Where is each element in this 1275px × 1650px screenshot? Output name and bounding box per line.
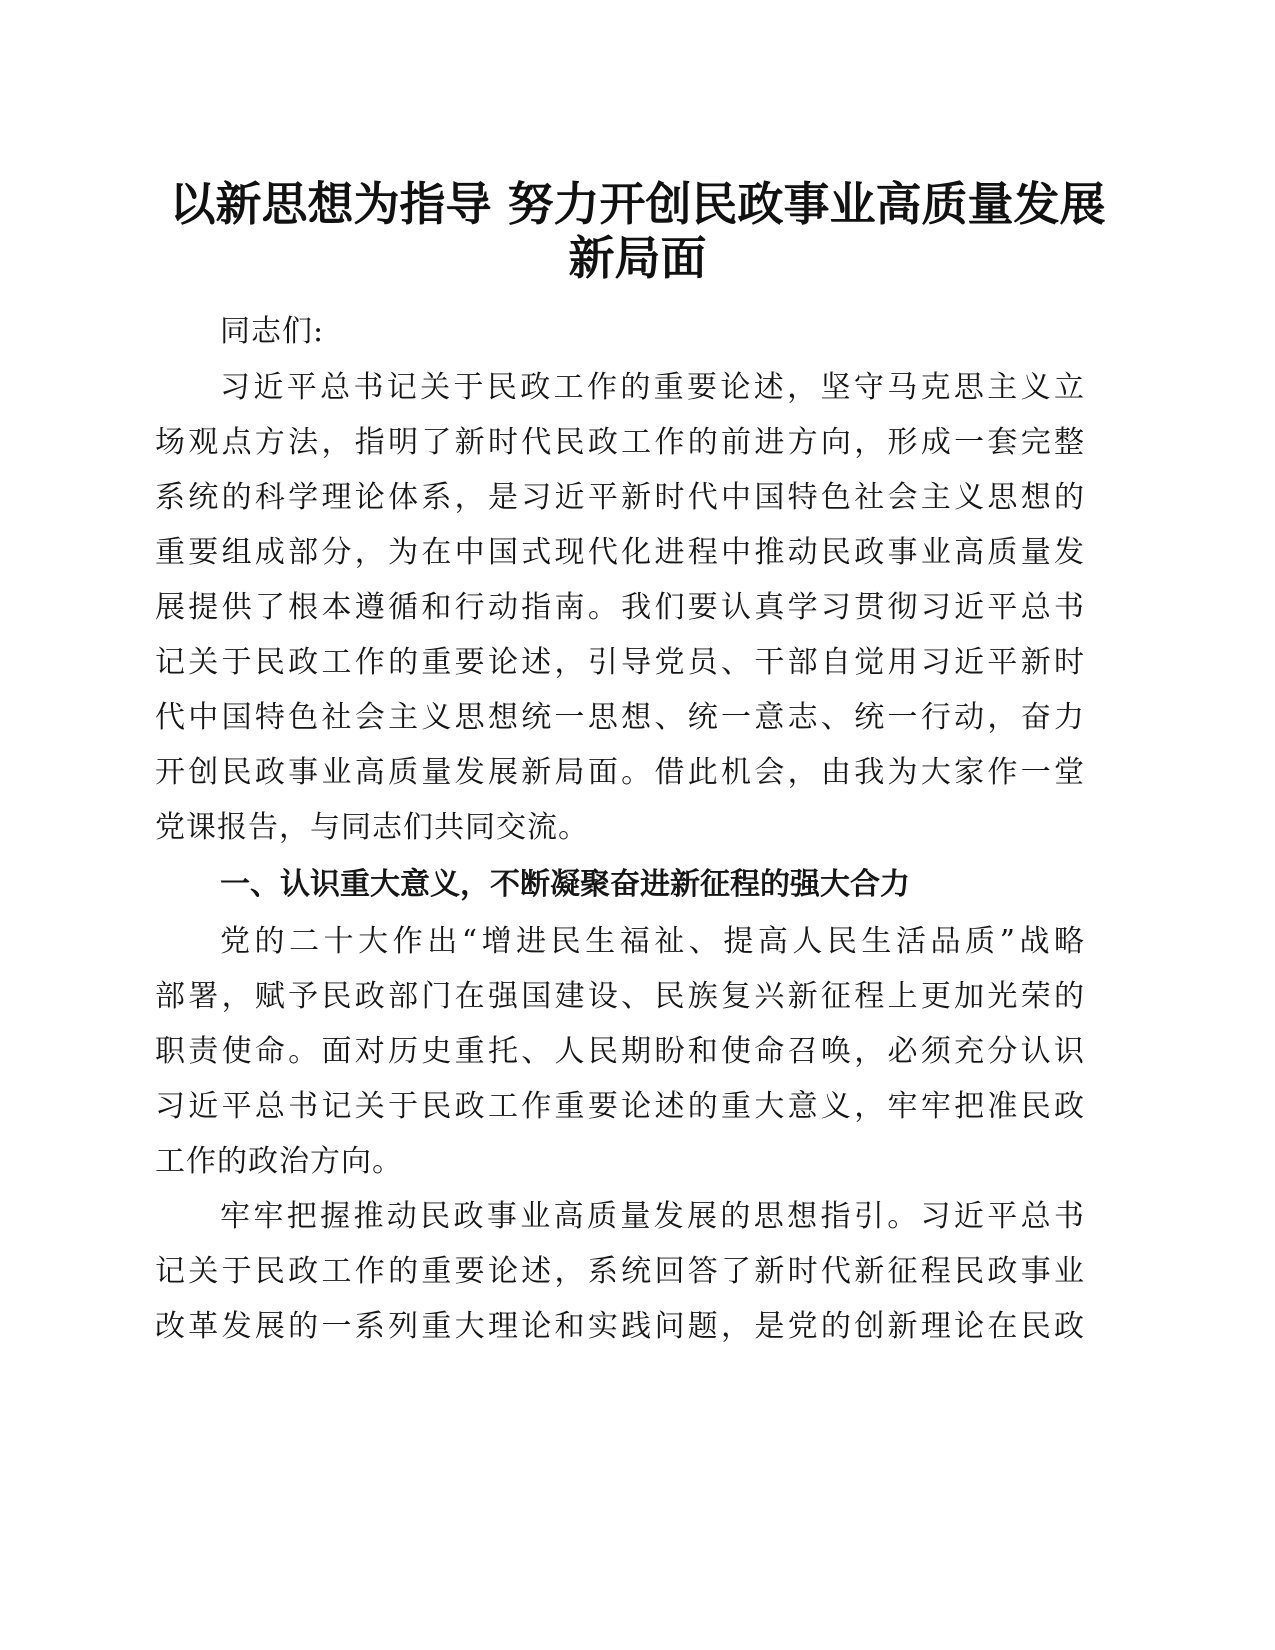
paragraph-3-line: 记关于民政工作的重要论述，系统回答了新时代新征程民政事业 bbox=[155, 1254, 1085, 1289]
paragraph-1-line: 场观点方法，指明了新时代民政工作的前进方向，形成一套完整 bbox=[155, 425, 1085, 460]
document-title-line-1: 以新思想为指导 努力开创民政事业高质量发展 bbox=[169, 177, 1106, 231]
document-title-line-2: 新局面 bbox=[568, 231, 707, 285]
paragraph-1-line: 展提供了根本遵循和行动指南。我们要认真学习贯彻习近平总书 bbox=[155, 590, 1085, 625]
paragraph-1-line: 重要组成部分，为在中国式现代化进程中推动民政事业高质量发 bbox=[155, 535, 1085, 570]
paragraph-2-line: 职责使命。面对历史重托、人民期盼和使命召唤，必须充分认识 bbox=[155, 1034, 1085, 1069]
paragraph-1-line: 开创民政事业高质量发展新局面。借此机会，由我为大家作一堂 bbox=[155, 755, 1085, 790]
paragraph-2-line: 党的二十大作出“增进民生福祉、提高人民生活品质”战略 bbox=[220, 924, 1085, 959]
paragraph-1-line: 习近平总书记关于民政工作的重要论述，坚守马克思主义立 bbox=[220, 370, 1085, 405]
salutation: 同志们: bbox=[220, 314, 325, 349]
paragraph-1-line: 党课报告，与同志们共同交流。 bbox=[155, 810, 589, 845]
paragraph-3-line: 牢牢把握推动民政事业高质量发展的思想指引。习近平总书 bbox=[220, 1199, 1085, 1234]
paragraph-2-line: 工作的政治方向。 bbox=[155, 1144, 403, 1179]
paragraph-2-line: 部署，赋予民政部门在强国建设、民族复兴新征程上更加光荣的 bbox=[155, 979, 1085, 1014]
paragraph-1-line: 系统的科学理论体系，是习近平新时代中国特色社会主义思想的 bbox=[155, 480, 1085, 515]
paragraph-1-line: 代中国特色社会主义思想统一思想、统一意志、统一行动，奋力 bbox=[155, 700, 1085, 735]
section-heading-1: 一、认识重大意义，不断凝聚奋进新征程的强大合力 bbox=[220, 867, 910, 902]
paragraph-2-line: 习近平总书记关于民政工作重要论述的重大意义，牢牢把准民政 bbox=[155, 1089, 1085, 1124]
paragraph-1-line: 记关于民政工作的重要论述，引导党员、干部自觉用习近平新时 bbox=[155, 645, 1085, 680]
paragraph-3-line: 改革发展的一系列重大理论和实践问题，是党的创新理论在民政 bbox=[155, 1309, 1085, 1344]
